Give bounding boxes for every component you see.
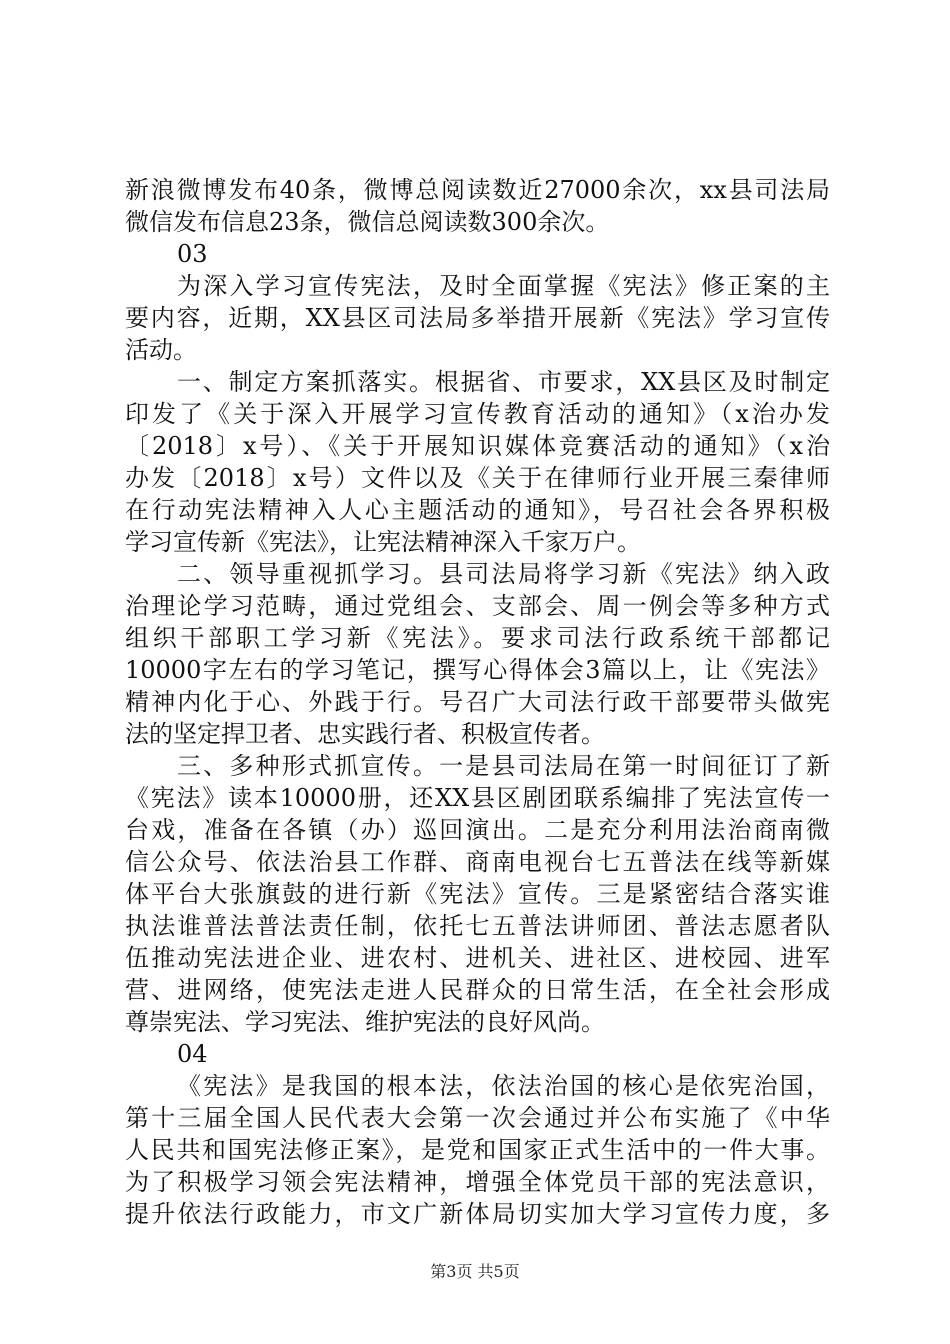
text-line: 10000字左右的学习笔记，撰写心得体会3篇以上，让《宪法》 bbox=[125, 656, 830, 684]
text-line: 营、进网络，使宪法走进人民群众的日常生活，在全社会形成 bbox=[125, 976, 830, 1004]
text-line: 微信发布信息23条，微信总阅读数300余次。 bbox=[125, 208, 610, 236]
text-line: 办发〔2018〕x号）文件以及《关于在律师行业开展三秦律师 bbox=[125, 464, 830, 492]
text-line: 组织干部职工学习新《宪法》。要求司法行政系统干部都记 bbox=[125, 624, 830, 652]
text-line: 执法谁普法普法责任制，依托七五普法讲师团、普法志愿者队 bbox=[125, 912, 830, 940]
text-line: 体平台大张旗鼓的进行新《宪法》宣传。三是紧密结合落实谁 bbox=[125, 880, 830, 908]
text-line: 学习宣传新《宪法》，让宪法精神深入千家万户。 bbox=[125, 528, 641, 556]
text-line: 二、领导重视抓学习。县司法局将学习新《宪法》纳入政 bbox=[177, 560, 830, 588]
text-line: 03 bbox=[177, 240, 208, 268]
text-line: 要内容，近期，XX县区司法局多举措开展新《宪法》学习宣传 bbox=[125, 304, 830, 332]
text-line: 〔2018〕x号）、《关于开展知识媒体竞赛活动的通知》（x治 bbox=[125, 432, 830, 460]
text-line: 一、制定方案抓落实。根据省、市要求，XX县区及时制定 bbox=[177, 368, 830, 396]
text-line: 活动。 bbox=[125, 336, 197, 364]
text-line: 为了积极学习领会宪法精神，增强全体党员干部的宪法意识， bbox=[125, 1168, 830, 1196]
text-line: 法的坚定捍卫者、忠实践行者、积极宣传者。 bbox=[125, 720, 605, 748]
page-number-label: 第3页 共5页 bbox=[430, 1262, 520, 1281]
text-line: 在行动宪法精神入人心主题活动的通知》，号召社会各界积极 bbox=[125, 496, 830, 524]
text-line: 新浪微博发布40条，微博总阅读数近27000余次，xx县司法局 bbox=[125, 176, 830, 204]
text-line: 第十三届全国人民代表大会第一次会通过并公布实施了《中华 bbox=[125, 1104, 830, 1132]
document-body bbox=[125, 174, 830, 1230]
text-line: 《宪法》读本10000册，还XX县区剧团联系编排了宪法宣传一 bbox=[125, 784, 830, 812]
text-line: 《宪法》是我国的根本法，依法治国的核心是依宪治国， bbox=[177, 1072, 830, 1100]
text-line: 三、多种形式抓宣传。一是县司法局在第一时间征订了新 bbox=[177, 752, 830, 780]
text-line: 为深入学习宣传宪法，及时全面掌握《宪法》修正案的主 bbox=[177, 272, 830, 300]
text-line: 伍推动宪法进企业、进农村、进机关、进社区、进校园、进军 bbox=[125, 944, 830, 972]
page-footer bbox=[0, 1262, 950, 1282]
text-line: 治理论学习范畴，通过党组会、支部会、周一例会等多种方式 bbox=[125, 592, 830, 620]
text-line: 精神内化于心、外践于行。号召广大司法行政干部要带头做宪 bbox=[125, 688, 830, 716]
text-line: 印发了《关于深入开展学习宣传教育活动的通知》（x治办发 bbox=[125, 400, 830, 428]
text-line: 04 bbox=[177, 1040, 208, 1068]
text-line: 台戏，准备在各镇（办）巡回演出。二是充分利用法治商南微 bbox=[125, 816, 830, 844]
text-line: 信公众号、依法治县工作群、商南电视台七五普法在线等新媒 bbox=[125, 848, 830, 876]
text-line: 提升依法行政能力，市文广新体局切实加大学习宣传力度，多 bbox=[125, 1200, 830, 1228]
text-line: 人民共和国宪法修正案》，是党和国家正式生活中的一件大事。 bbox=[125, 1136, 830, 1164]
text-line: 尊崇宪法、学习宪法、维护宪法的良好风尚。 bbox=[125, 1008, 605, 1036]
